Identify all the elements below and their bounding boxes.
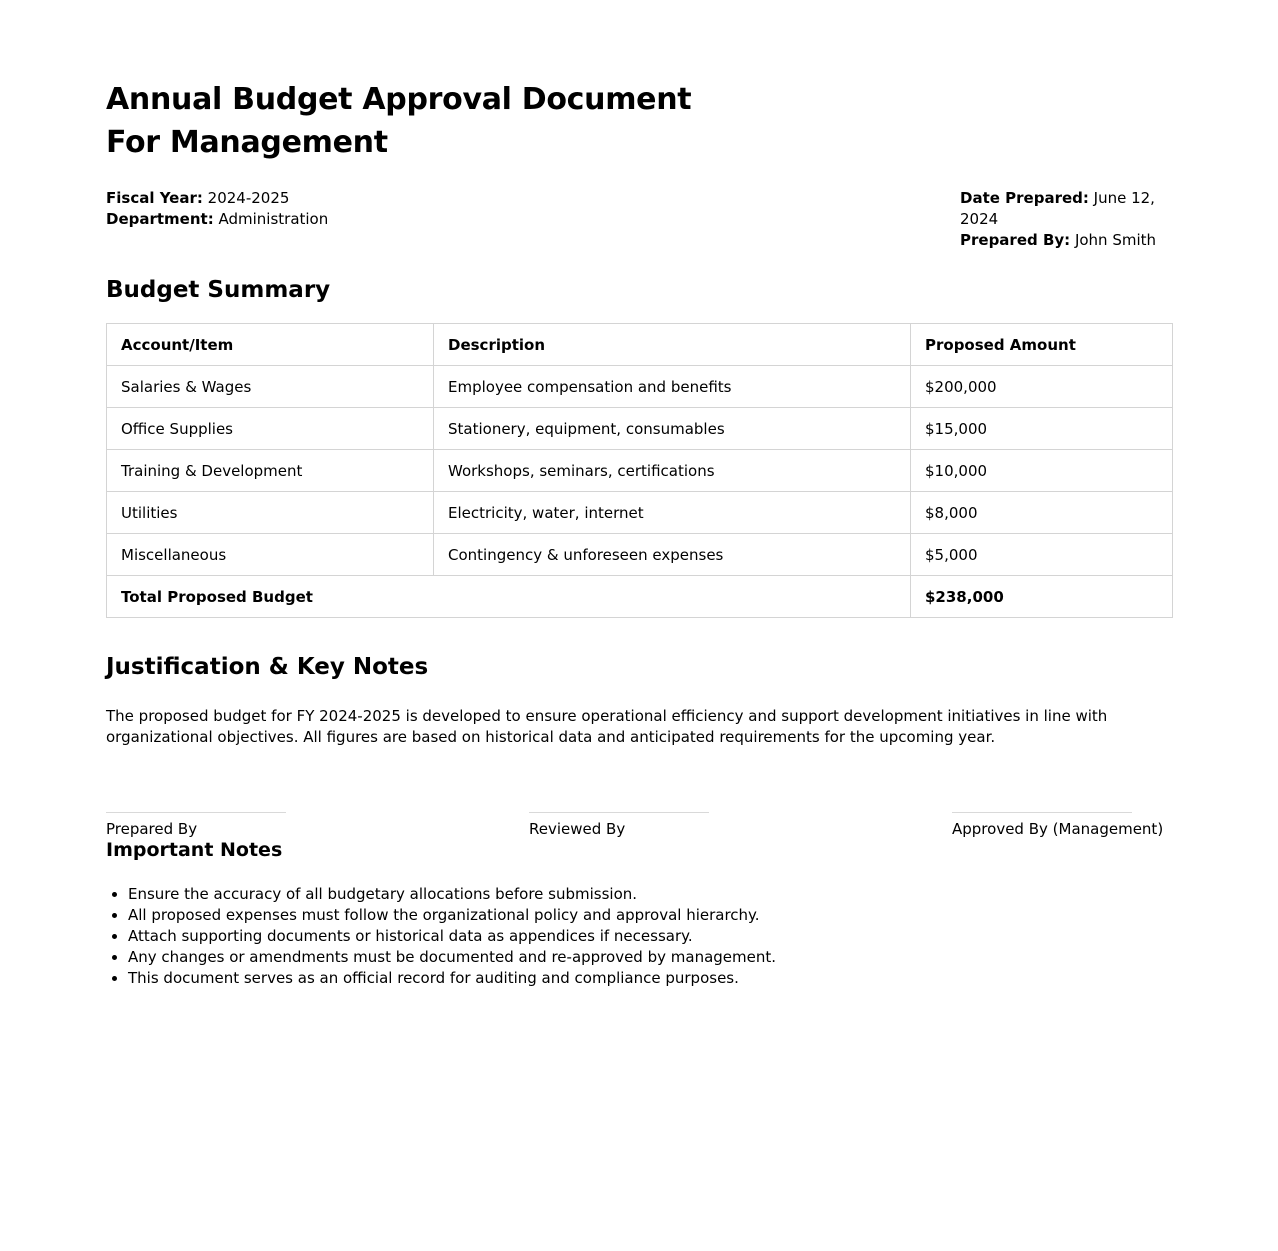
important-notes-section <box>106 837 1172 989</box>
important-notes-list <box>106 884 1172 989</box>
list-item: • All proposed expenses must follow the organizational policy and approval hierarchy. <box>128 905 1172 926</box>
column-header-item: Account/Item <box>107 324 434 366</box>
column-header-amount: Proposed Amount <box>911 324 1173 366</box>
cell-item: Training & Development <box>107 450 434 492</box>
signature-reviewed-label: Reviewed By <box>529 820 626 838</box>
signature-prepared <box>106 812 286 840</box>
meta-right <box>960 188 1172 251</box>
justification-text: The proposed budget for FY 2024-2025 is developed to ensure operational efficiency and support development initiatives in line with organizational objectives. All figures are based on historical data and anticipated requirements for the upcoming year. <box>106 707 1108 746</box>
date-prepared-label: Date Prepared: <box>960 189 1089 207</box>
cell-description: Stationery, equipment, consumables <box>434 408 911 450</box>
table-row <box>107 450 1173 492</box>
cell-item: Utilities <box>107 492 434 534</box>
list-item: • Ensure the accuracy of all budgetary allocations before submission. <box>128 884 1172 905</box>
department <box>106 209 328 230</box>
total-amount: $238,000 <box>911 576 1173 618</box>
prepared-by <box>960 230 1172 251</box>
cell-item: Office Supplies <box>107 408 434 450</box>
cell-amount: $15,000 <box>911 408 1173 450</box>
document-title <box>106 78 1172 164</box>
signature-line <box>952 812 1132 813</box>
fiscal-year-label: Fiscal Year: <box>106 189 203 207</box>
fiscal-year-value: 2024-2025 <box>207 189 290 207</box>
cell-amount: $8,000 <box>911 492 1173 534</box>
cell-description: Electricity, water, internet <box>434 492 911 534</box>
signature-prepared-label: Prepared By <box>106 820 198 838</box>
cell-amount: $10,000 <box>911 450 1173 492</box>
cell-amount: $5,000 <box>911 534 1173 576</box>
table-row <box>107 492 1173 534</box>
cell-item: Salaries & Wages <box>107 366 434 408</box>
justification-heading: Justification & Key Notes <box>106 654 429 680</box>
table-row <box>107 366 1173 408</box>
table-row <box>107 534 1173 576</box>
meta-left <box>106 188 328 251</box>
signature-reviewed <box>529 812 709 840</box>
cell-item: Miscellaneous <box>107 534 434 576</box>
list-item: • Attach supporting documents or historical data as appendices if necessary. <box>128 926 1172 947</box>
important-notes-heading: Important Notes <box>106 839 283 861</box>
signature-line <box>529 812 709 813</box>
meta-info <box>106 188 1172 251</box>
list-item: • This document serves as an official record for auditing and compliance purposes. <box>128 968 1172 989</box>
cell-description: Contingency & unforeseen expenses <box>434 534 911 576</box>
prepared-by-value: John Smith <box>1074 231 1157 249</box>
budget-summary-table <box>106 323 1173 618</box>
department-value: Administration <box>218 210 329 228</box>
signature-approved <box>952 812 1163 840</box>
date-prepared <box>960 188 1172 230</box>
fiscal-year <box>106 188 328 209</box>
total-label: Total Proposed Budget <box>107 576 911 618</box>
department-label: Department: <box>106 210 214 228</box>
cell-amount: $200,000 <box>911 366 1173 408</box>
budget-summary-heading: Budget Summary <box>106 277 331 303</box>
title-line-2: For Management <box>106 125 388 160</box>
total-row <box>107 576 1173 618</box>
signature-approved-label: Approved By (Management) <box>952 820 1164 838</box>
document-page <box>106 78 1172 987</box>
prepared-by-label: Prepared By: <box>960 231 1071 249</box>
cell-description: Employee compensation and benefits <box>434 366 911 408</box>
table-row <box>107 408 1173 450</box>
title-line-1: Annual Budget Approval Document <box>106 82 692 117</box>
list-item: • Any changes or amendments must be documented and re-approved by management. <box>128 947 1172 968</box>
signature-line <box>106 812 286 813</box>
column-header-description: Description <box>434 324 911 366</box>
date-prepared-value: June 12, 2024 <box>960 189 1155 228</box>
table-header-row <box>107 324 1173 366</box>
cell-description: Workshops, seminars, certifications <box>434 450 911 492</box>
